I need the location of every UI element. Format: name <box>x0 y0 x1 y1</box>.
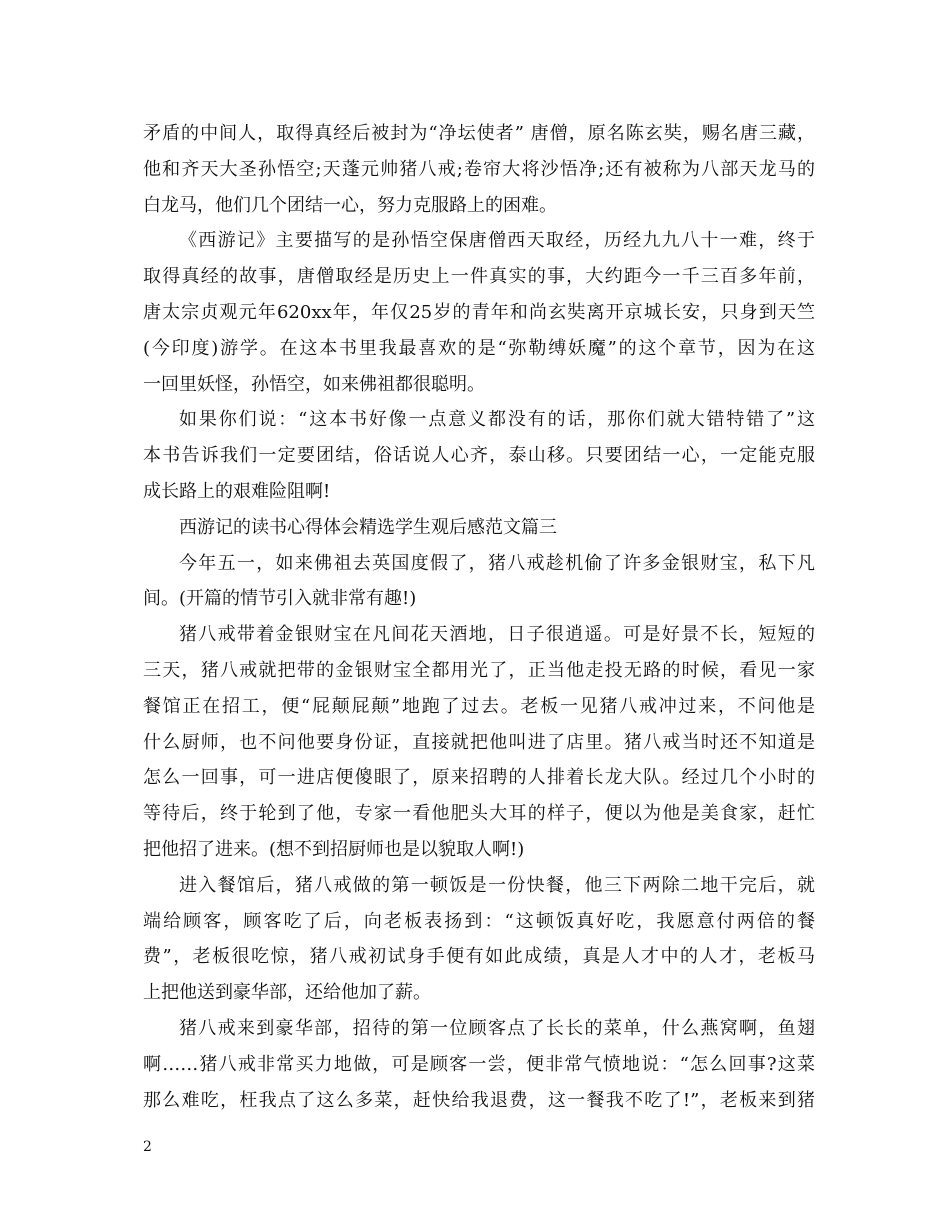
text-line: 取得真经的故事，唐僧取经是历史上一件真实的事，大约距今一千三百多年前， <box>143 266 815 288</box>
text-line: 三天，猪八戒就把带的金银财宝全都用光了，正当他走投无路的时候，看见一家 <box>143 659 815 681</box>
text-line: 间。(开篇的情节引入就非常有趣!) <box>143 588 417 610</box>
text-line: 今年五一，如来佛祖去英国度假了，猪八戒趁机偷了许多金银财宝，私下凡 <box>179 552 815 574</box>
text-line: 等待后，终于轮到了他，专家一看他肥头大耳的样子，便以为他是美食家，赶忙 <box>143 803 815 825</box>
text-line: 一回里妖怪，孙悟空，如来佛祖都很聪明。 <box>143 373 485 395</box>
text-line: 他和齐天大圣孙悟空;天蓬元帅猪八戒;卷帘大将沙悟净;还有被称为八部天龙马的 <box>143 158 815 180</box>
text-line: 那么难吃，枉我点了这么多菜，赶快给我退费，这一餐我不吃了!”，老板来到猪 <box>143 1089 815 1111</box>
text-line: 费”，老板很吃惊，猪八戒初试身手便有如此成绩，真是人才中的人才，老板马 <box>143 946 815 968</box>
text-line: 啊……猪八戒非常买力地做，可是顾客一尝，便非常气愤地说：“怎么回事?这菜 <box>143 1053 815 1075</box>
page-number: 2 <box>143 1139 152 1155</box>
text-line: 本书告诉我们一定要团结，俗话说人心齐，泰山移。只要团结一心，一定能克服 <box>143 445 815 467</box>
text-line: 白龙马，他们几个团结一心，努力克服路上的困难。 <box>143 194 557 216</box>
text-line: 上把他送到豪华部，还给他加了薪。 <box>143 982 431 1004</box>
body-text <box>143 116 815 1118</box>
text-line: (今印度)游学。在这本书里我最喜欢的是“弥勒缚妖魔”的这个章节，因为在这 <box>143 337 815 359</box>
text-line: 唐太宗贞观元年620xx年，年仅25岁的青年和尚玄奘离开京城长安，只身到天竺 <box>143 301 815 323</box>
text-line: 猪八戒带着金银财宝在凡间花天酒地，日子很逍遥。可是好景不长，短短的 <box>179 624 815 646</box>
text-line: 猪八戒来到豪华部，招待的第一位顾客点了长长的菜单，什么燕窝啊，鱼翅 <box>179 1017 815 1039</box>
text-line: 餐馆正在招工，便“屁颠屁颠”地跑了过去。老板一见猪八戒冲过来，不问他是 <box>143 695 815 717</box>
text-line: 进入餐馆后，猪八戒做的第一顿饭是一份快餐，他三下两除二地干完后，就 <box>179 874 815 896</box>
text-line: 西游记的读书心得体会精选学生观后感范文篇三 <box>179 516 557 538</box>
text-line: 矛盾的中间人，取得真经后被封为“净坛使者” 唐僧，原名陈玄奘，赐名唐三藏， <box>143 123 815 144</box>
text-line: 什么厨师，也不问他要身份证，直接就把他叫进了店里。猪八戒当时还不知道是 <box>143 731 815 753</box>
text-line: 把他招了进来。(想不到招厨师也是以貌取人啊!) <box>143 838 525 860</box>
text-line: 成长路上的艰难险阻啊! <box>143 480 331 502</box>
text-line: 怎么一回事，可一进店便傻眼了，原来招聘的人排着长龙大队。经过几个小时的 <box>143 767 815 789</box>
text-line: 《西游记》主要描写的是孙悟空保唐僧西天取经，历经九九八十一难，终于 <box>179 230 815 252</box>
text-line: 如果你们说：“这本书好像一点意义都没有的话，那你们就大错特错了”这 <box>179 409 815 431</box>
text-line: 端给顾客，顾客吃了后，向老板表扬到：“这顿饭真好吃，我愿意付两倍的餐 <box>143 910 815 932</box>
